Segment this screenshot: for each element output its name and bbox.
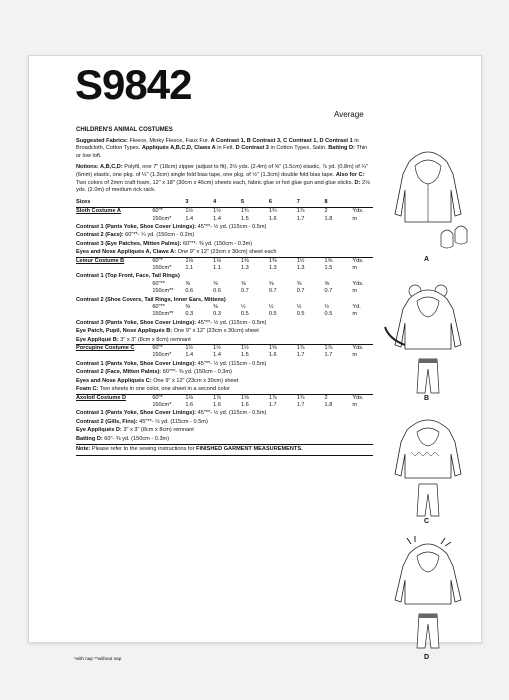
yardage-value: 1.6 (268, 352, 277, 359)
contrast-amount: One 9" x 12" (23cm x 30cm) sheet (153, 377, 239, 384)
size-range-label: Average (334, 110, 364, 119)
costume-section-title: Sloth Costume A (76, 208, 152, 216)
contrast-amount: 3" x 3" (8cm x 8cm) remnant (123, 427, 194, 434)
contrast-row (76, 360, 373, 368)
contrast-cell (76, 426, 373, 434)
axolotl-costume-illustration (381, 536, 476, 654)
size-column-header: 5 (241, 199, 269, 208)
contrast-cell (76, 377, 373, 385)
contrast-row (76, 385, 373, 394)
yardage-value: 0.7 (268, 288, 277, 295)
contrast-amount: 45"**- ½ yd. (115cm - 0.5m) (197, 319, 267, 326)
yardage-value: 1.3 (241, 265, 249, 271)
unit-label: Yds. (352, 208, 373, 216)
yardage-value: 1⅜ (241, 257, 269, 265)
table-cell (76, 352, 152, 359)
contrast-label: Batting D: (76, 435, 103, 442)
yardage-value: 0.5 (241, 311, 249, 318)
width-header (152, 199, 185, 208)
contrast-cell (76, 327, 373, 335)
yardage-value: 1½ (241, 345, 269, 353)
table-row (76, 394, 373, 402)
fabric-width: 60"* (152, 208, 185, 216)
size-column-header: 4 (213, 199, 241, 208)
contrast-label: Contrast 2 (Face, Mitten Palms): (76, 369, 162, 376)
footnote: *with nap **without nap (74, 656, 122, 661)
table-cell (76, 288, 152, 295)
unit-label: m (352, 311, 358, 318)
contrast-label: Contrast 1 (Top Front, Face, Tail Rings) (76, 273, 180, 280)
contrast-row (76, 240, 373, 248)
table-cell (76, 304, 152, 311)
yardage-value: 0.3 (185, 311, 194, 318)
fabric-width: 150cm* (152, 215, 172, 222)
contrast-amount: 60"**- ¼ yd. (150cm - 0.2m) (125, 232, 195, 239)
figure-a (381, 144, 476, 269)
yardage-value: 0.5 (324, 311, 333, 318)
contrast-label: Contrast 3 (Pants Yoke, Shoe Cover Linings): (76, 319, 197, 326)
costume-section-title: Axolotl Costume D (76, 394, 152, 402)
unit-label: m (352, 401, 358, 408)
yardage-value: ½ (296, 304, 302, 311)
yardage-value: 1⅛ (185, 394, 213, 402)
contrast-label: Contrast 3 (Eye Patches, Mitten Palms): (76, 240, 182, 247)
contrast-cell (76, 435, 373, 443)
yardage-value: 1.4 (213, 352, 221, 359)
contrast-cell (76, 240, 373, 248)
unit-label: Yds. (352, 280, 364, 287)
contrast-cell (76, 319, 373, 327)
fabric-width: 60"* (152, 257, 185, 265)
yardage-value: 1.7 (268, 401, 277, 408)
contrast-row (76, 426, 373, 434)
figure-c (381, 412, 476, 532)
yardage-value: 1.7 (296, 352, 305, 359)
yardage-value: ½ (268, 304, 274, 311)
yardage-value: 1.4 (213, 215, 221, 222)
contrast-amount: 45"**- ½ yd. (115cm - 0.5m) (197, 360, 267, 367)
yardage-value: 1.4 (185, 215, 194, 222)
yardage-value: 0.5 (296, 311, 305, 318)
fabric-width: 60"** (152, 280, 165, 287)
yardage-value: ⅝ (241, 280, 246, 287)
yardage-value: 1½ (297, 257, 325, 265)
contrast-cell (76, 360, 373, 368)
table-header-row (76, 199, 373, 208)
contrast-row (76, 435, 373, 443)
yardage-value: 1⅝ (241, 394, 269, 402)
fabric-width: 150cm* (152, 265, 172, 271)
fabric-width: 60"* (152, 345, 185, 353)
left-column (76, 127, 373, 456)
size-column-header: 6 (269, 199, 297, 208)
contrast-amount: 60"**- ⅜ yd. (150cm - 0.3m) (182, 240, 253, 247)
pattern-sheet (28, 55, 482, 661)
table-row (76, 281, 373, 288)
yardage-value: 1.5 (241, 352, 249, 359)
pattern-subtitle: CHILDREN'S ANIMAL COSTUMES (76, 127, 173, 133)
yardage-value: 2 (325, 208, 353, 216)
yardage-value: 1½ (213, 345, 241, 353)
contrast-row (76, 409, 373, 417)
yardage-value: 1.1 (185, 265, 194, 271)
table-row (76, 402, 373, 409)
yardage-value: 1½ (213, 208, 241, 216)
contrast-amount: 60"- ⅜ yd. (150cm - 0.3m) (104, 435, 170, 442)
yardage-value: ⅝ (185, 280, 190, 287)
contrast-label: Contrast 2 (Shoe Covers, Tail Rings, Inner Ears, Mittens) (76, 296, 226, 303)
yardage-value: 2 (325, 394, 353, 402)
contrast-label: Contrast 2 (Gills, Fins): (76, 418, 138, 425)
unit-label: m (352, 352, 358, 359)
yardage-value: ⅝ (324, 280, 330, 287)
contrast-row (76, 368, 373, 376)
yardage-value: 1⅞ (269, 394, 297, 402)
figure-c-label: C (424, 518, 430, 525)
unit-label: Yd. (352, 304, 361, 311)
yardage-value: 1⅞ (297, 208, 325, 216)
contrast-label: Contrast 1 (Pants Yoke, Shoe Cover Linings): (76, 410, 197, 417)
yardage-value: ⅜ (213, 304, 218, 311)
contrast-row (76, 327, 373, 335)
table-row (76, 304, 373, 311)
contrast-amount: One 9" x 12" (23cm x 30cm) sheet each (177, 249, 277, 256)
yardage-value: 1.6 (213, 401, 221, 408)
yardage-value: 1.4 (185, 352, 194, 359)
table-cell (76, 281, 152, 288)
unit-label: m (352, 215, 358, 222)
contrast-amount: One 9" x 12" (23cm x 30cm) sheet (173, 328, 259, 335)
unit-label: m (352, 288, 358, 295)
table-row (76, 257, 373, 265)
contrast-cell (76, 385, 373, 394)
yardage-value: ⅝ (213, 280, 218, 287)
contrast-row (76, 377, 373, 385)
yardage-value: 1⅞ (213, 394, 241, 402)
notions: Notions: A,B,C,D: Polyfil, one 7" (18cm) zipper (adjust to fit), 2⅔ yds. (2.4m) of ⅝" (1.5cm) elastic, ⅞ yd. (0.8m) of ¼" (6mm) elastic, one pkg. of ½" (1.3cm) single fold bias tape, one pkg. of ½" (1.3cm) double fold bias tape. Also for C: Two colors of 2mm craft foam, 12" x 18" (30cm x 46cm) sheets each, fabric glue or hot glue gun and glue sticks. D: 2⅛ yds. (2.0m) of medium rick rack. (76, 164, 370, 194)
yardage-value: 1.5 (324, 265, 333, 271)
unit-label: Yds. (352, 257, 373, 265)
unit-label: Yds. (352, 394, 373, 402)
contrast-label: Eyes and Nose Appliqués A, Claws A: (76, 249, 177, 256)
fabric-width: 60"* (152, 394, 185, 402)
yardage-value: ½ (241, 304, 246, 311)
table-cell (76, 402, 152, 409)
figure-b-label: B (424, 395, 430, 402)
porcupine-costume-illustration (381, 412, 476, 520)
contrast-row (76, 223, 373, 231)
yardage-value: ⅝ (296, 280, 302, 287)
contrast-amount: 45"**- ½ yd. (115cm - 0.5m) (139, 418, 208, 425)
yardage-value: 1⅞ (297, 394, 325, 402)
yardage-value: 1½ (185, 345, 213, 353)
contrast-cell (76, 296, 373, 304)
yardage-value: 1.3 (268, 265, 277, 271)
sloth-jacket-illustration (381, 144, 476, 254)
fabric-width: 150cm* (152, 401, 172, 408)
table-cell (76, 216, 152, 223)
yardage-value: 1⅞ (297, 345, 325, 353)
contrast-label: Eye Appliqué B: (76, 336, 119, 343)
figure-d-label: D (424, 654, 430, 661)
contrast-cell (76, 223, 373, 231)
contrast-row (76, 272, 373, 280)
yardage-value: 1⅞ (325, 345, 353, 353)
table-row (76, 345, 373, 353)
suggested-fabrics: Suggested Fabrics: Fleece, Minky Fleece, Faux Fur. A Contrast 1, B Contrast 3, C Contrast 1, D Contrast 1 in Broadcloth, Cotton Types. Appliqués A,B,C,D, Claws A in Felt. D Contrast 3 in Cotton Types, Satin. Batting D: Thin or low loft. (76, 137, 368, 159)
contrast-amount: 3" x 3" (8cm x 8cm) remnant (120, 336, 191, 343)
contrast-amount: 60"**- ⅜ yd. (150cm - 0.3m) (162, 369, 232, 376)
yardage-value: 0.6 (213, 288, 221, 295)
contrast-amount: 45"**- ½ yd. (115cm - 0.5m) (197, 223, 267, 230)
contrast-row (76, 231, 373, 239)
fabric-width: 60"** (152, 304, 165, 311)
yardage-value: ⅜ (185, 304, 190, 311)
contrast-row (76, 319, 373, 327)
contrast-row (76, 296, 373, 304)
size-column-header: 7 (297, 199, 325, 208)
fabric-width: 150cm* (152, 352, 172, 359)
size-column-header: 3 (185, 199, 213, 208)
yardage-value: 1¾ (269, 208, 297, 216)
table-row (76, 311, 373, 318)
figure-a-label: A (424, 256, 430, 263)
yardage-value: 1.7 (296, 215, 305, 222)
contrast-row (76, 336, 373, 345)
contrast-label: Foam C: (76, 386, 99, 393)
contrast-cell (76, 336, 373, 345)
yardage-value: 1½ (185, 208, 213, 216)
yardage-value: 1.1 (213, 265, 221, 271)
table-row (76, 352, 373, 359)
contrast-amount: Two sheets in one color, one sheet in a second color (99, 386, 230, 393)
yardage-value: ⅝ (268, 280, 274, 287)
yardage-value: 0.3 (213, 311, 221, 318)
yardage-value: 0.7 (324, 288, 333, 295)
yardage-value: 0.5 (268, 311, 277, 318)
contrast-cell (76, 272, 373, 280)
costume-section-title: Lemur Costume B (76, 257, 152, 265)
fabric-width: 150cm** (152, 288, 174, 295)
yardage-table (76, 199, 373, 443)
contrast-cell (76, 409, 373, 417)
unit-header (352, 199, 373, 208)
contrast-row (76, 418, 373, 426)
yardage-value: 1.6 (268, 215, 277, 222)
contrast-amount: 45"**- ½ yd. (115cm - 0.5m) (197, 410, 267, 417)
table-row (76, 216, 373, 223)
table-cell (76, 265, 152, 272)
yardage-value: 1⅝ (269, 345, 297, 353)
contrast-cell (76, 368, 373, 376)
contrast-label: Contrast 1 (Pants Yoke, Shoe Cover Linings): (76, 223, 197, 230)
yardage-value: 1⅜ (269, 257, 297, 265)
yardage-value: 1.8 (324, 401, 333, 408)
costume-illustrations (381, 144, 476, 664)
contrast-label: Eyes and Nose Appliqués C: (76, 377, 152, 384)
contrast-label: Contrast 1 (Pants Yoke, Shoe Cover Linings): (76, 360, 197, 367)
fabric-width: 150cm** (152, 311, 174, 318)
unit-label: m (352, 265, 358, 271)
table-row (76, 265, 373, 272)
figure-d (381, 536, 476, 666)
contrast-label: Eye Patch, Pupil, Nose Appliqués B: (76, 328, 173, 335)
yardage-value: 0.7 (241, 288, 249, 295)
yardage-value: ½ (324, 304, 330, 311)
yardage-value: 1⅝ (325, 257, 353, 265)
yardage-value: 1.5 (241, 215, 249, 222)
yardage-value: 1.7 (296, 401, 305, 408)
yardage-value: 1.6 (185, 401, 194, 408)
yardage-value: 1⅛ (185, 257, 213, 265)
unit-label: Yds. (352, 345, 373, 353)
contrast-label: Eye Appliqués D: (76, 427, 122, 434)
pattern-number: S9842 (75, 61, 192, 108)
table-row (76, 288, 373, 295)
costume-section-title: Porcupine Costume C (76, 345, 152, 353)
contrast-label: Contrast 2 (Face): (76, 232, 124, 239)
contrast-cell (76, 418, 373, 426)
sizes-header: Sizes (76, 199, 152, 208)
yardage-value: 0.6 (185, 288, 194, 295)
yardage-value: 1⅛ (213, 257, 241, 265)
yardage-value: 1¾ (241, 208, 269, 216)
yardage-value: 1.7 (324, 352, 333, 359)
table-cell (76, 311, 152, 318)
lemur-costume-illustration (381, 279, 476, 397)
figure-b (381, 279, 476, 409)
table-row (76, 208, 373, 216)
contrast-cell (76, 248, 373, 257)
measurement-note: Note: Please refer to the sewing instructions for FINISHED GARMENT MEASUREMENTS. (76, 444, 373, 456)
yardage-value: 1.8 (324, 215, 333, 222)
yardage-value: 0.7 (296, 288, 305, 295)
yardage-value: 1.3 (296, 265, 305, 271)
contrast-cell (76, 231, 373, 239)
size-column-header: 8 (325, 199, 353, 208)
yardage-value: 1.6 (241, 401, 249, 408)
contrast-row (76, 248, 373, 257)
